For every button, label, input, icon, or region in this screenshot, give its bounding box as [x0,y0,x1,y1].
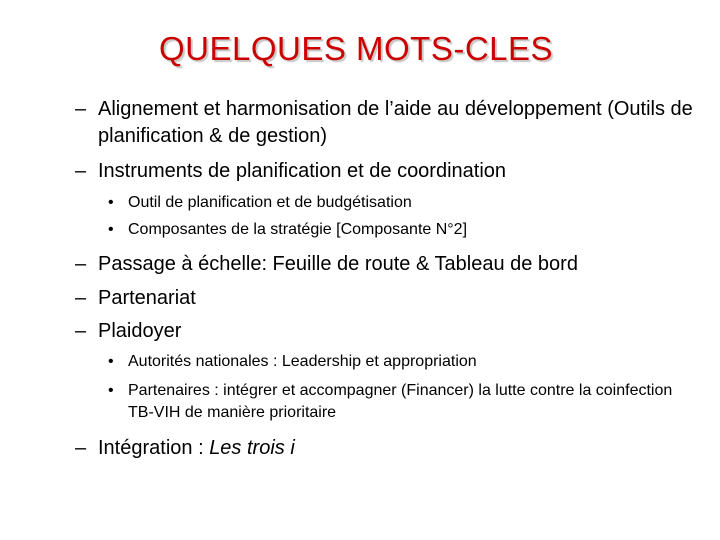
sub-bullet-text: Composantes de la stratégie [Composante N°2] [128,221,468,238]
bullet-text: Partenariat [98,287,196,309]
bullet-item-instruments [75,158,695,185]
slide-title: QUELQUES MOTS-CLES [158,30,554,67]
bullet-text: Plaidoyer [98,320,182,342]
bullet-item-partenariat [75,285,695,312]
bullet-item-passage [75,251,695,278]
bullet-text [98,435,695,462]
dot-bullet: • [108,353,114,370]
dash-bullet: – [75,437,87,459]
sub-bullet-outil [108,192,698,214]
integration-label: Intégration : [98,437,210,459]
bullet-item-plaidoyer [75,318,695,345]
dot-bullet: • [108,221,114,238]
bullet-text: Alignement et harmonisation de l’aide au développement (Outils de planification & de gestion) [98,98,693,147]
dot-bullet: • [108,382,114,399]
sub-bullet-text: Partenaires : intégrer et accompagner (Financer) la lutte contre la coinfection TB-VIH de manière prioritaire [128,382,673,421]
dash-bullet: – [75,160,87,182]
sub-bullet-composantes [108,219,698,241]
integration-italic: Les trois i [209,437,295,459]
sub-bullet-autorites [108,351,698,373]
bullet-item-integration [75,435,695,462]
dash-bullet: – [75,320,87,342]
dash-bullet: – [75,98,87,120]
sub-bullet-text: Outil de planification et de budgétisation [128,194,412,211]
sub-bullet-partenaires [108,380,698,424]
bullet-text: Instruments de planification et de coordination [98,160,507,182]
bullet-text: Passage à échelle: Feuille de route & Tableau de bord [98,253,578,275]
dash-bullet: – [75,287,87,309]
dash-bullet: – [75,253,87,275]
sub-bullet-text: Autorités nationales : Leadership et appropriation [128,353,477,370]
bullet-item-alignement [75,96,695,150]
dot-bullet: • [108,194,114,211]
